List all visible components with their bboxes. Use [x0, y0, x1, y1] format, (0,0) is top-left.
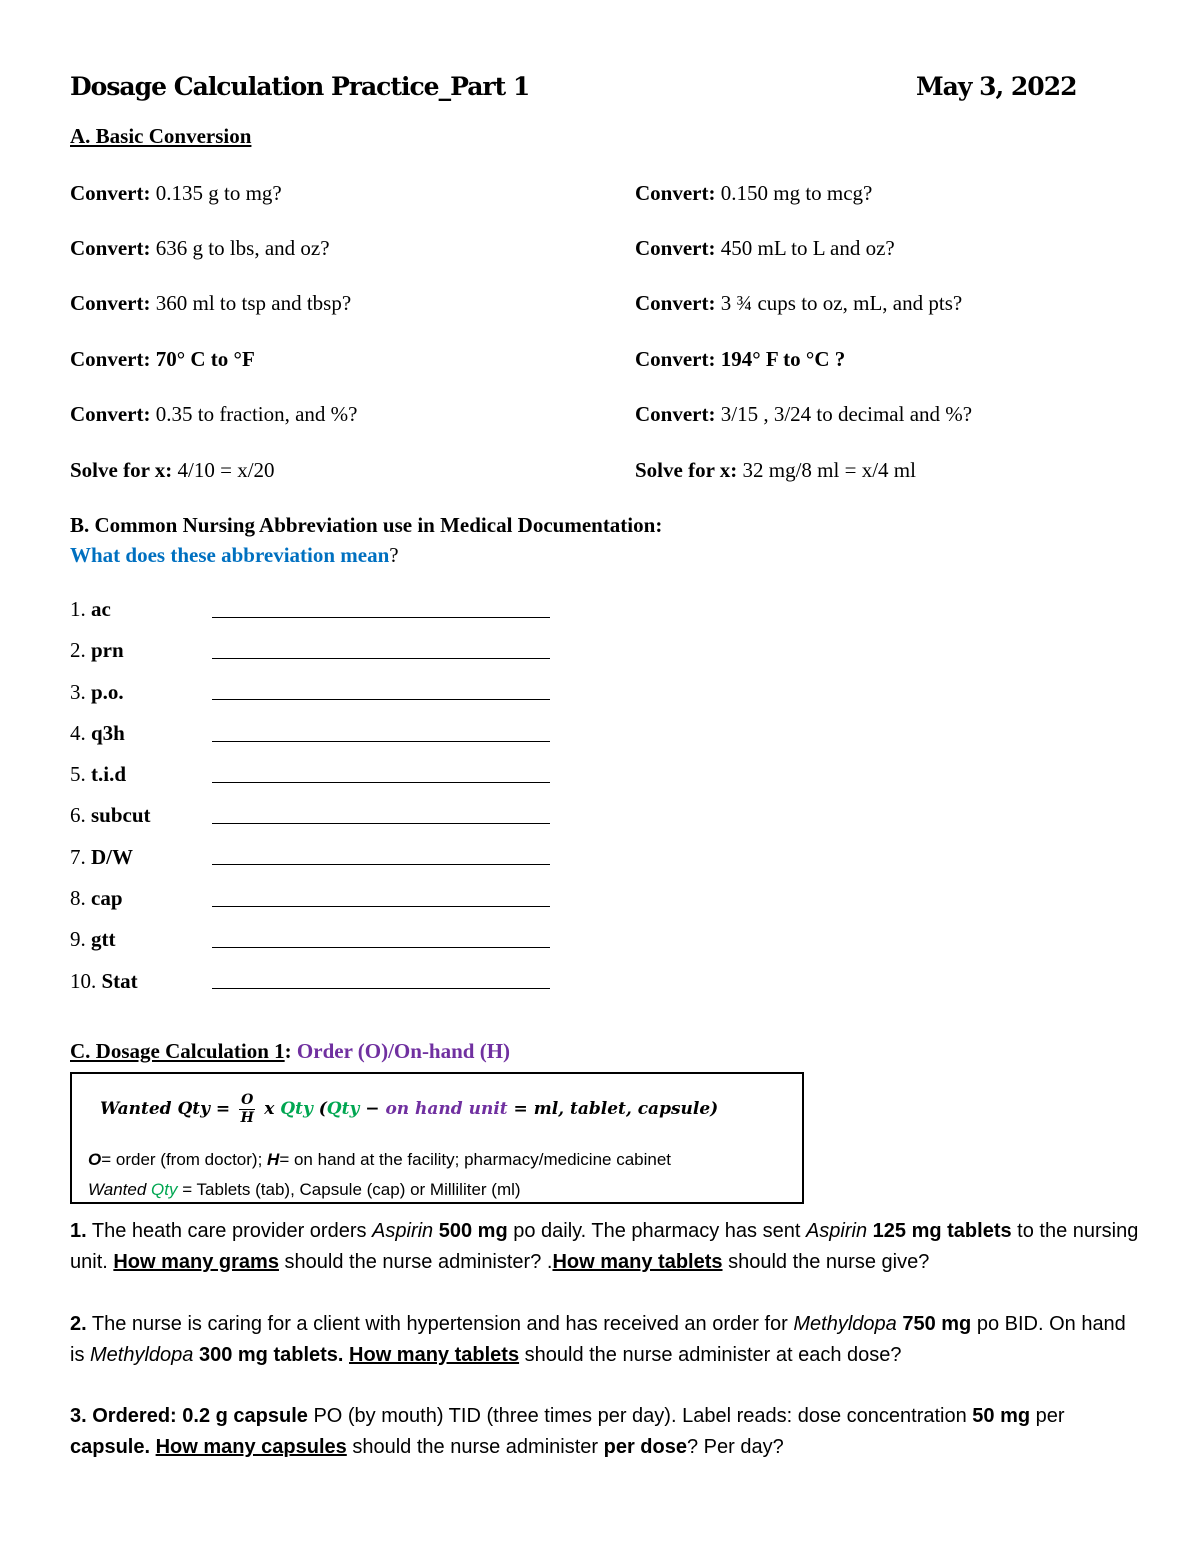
conversion-item: Convert: 70° C to °F [70, 347, 255, 371]
formula-definition-wanted: Wanted Qty = Tablets (tab), Capsule (cap) or Milliliter (ml) [88, 1180, 521, 1199]
answer-blank[interactable] [212, 782, 550, 783]
section-a-heading: A. Basic Conversion [70, 124, 252, 148]
answer-blank[interactable] [212, 617, 550, 618]
dosage-question-2: 2. The nurse is caring for a client with hypertension and has received an order for Methyldopa 750 mg po BID. On hand is Methyldopa 300 mg tablets. How many tablets should the nurse administer at each dose? [70, 1313, 1126, 1366]
answer-blank[interactable] [212, 947, 550, 948]
abbreviation-item: 10. Stat [70, 969, 138, 993]
abbreviation-item: 5. t.i.d [70, 762, 127, 786]
abbreviation-item: 9. gtt [70, 927, 116, 951]
answer-blank[interactable] [212, 823, 550, 824]
dosage-formula: Wanted Qty = $\frac{O}{H}$ x Qty (Qty − on hand unit = ml, tablet, capsule) [100, 1092, 719, 1126]
answer-blank[interactable] [212, 741, 550, 742]
document-title: Dosage Calculation Practice_Part 1 [70, 72, 530, 101]
conversion-item: Convert: 360 ml to tsp and tbsp? [70, 291, 352, 315]
formula-box [70, 1072, 804, 1204]
section-b-heading: B. Common Nursing Abbreviation use in Medical Documentation: [70, 513, 663, 537]
conversion-item: Convert: 450 mL to L and oz? [635, 236, 895, 260]
section-b-question: What does these abbreviation mean? [70, 543, 399, 567]
formula-definition-o-h: O= order (from doctor); H= on hand at the facility; pharmacy/medicine cabinet [88, 1150, 672, 1169]
abbreviation-item: 8. cap [70, 886, 123, 910]
formula-fraction: $\frac{O}{H}$ [240, 1092, 254, 1126]
dosage-question-3: 3. Ordered: 0.2 g capsule PO (by mouth) TID (three times per day). Label reads: dose concentration 50 mg per capsule. How many capsules should the nurse administer per dose? Per day? [70, 1405, 1065, 1458]
conversion-item: Convert: 0.150 mg to mcg? [635, 181, 873, 205]
abbreviation-item: 7. D/W [70, 845, 133, 869]
conversion-item: Convert: 636 g to lbs, and oz? [70, 236, 330, 260]
conversion-item: Convert: 194° F to °C ? [635, 347, 846, 371]
abbreviation-item: 3. p.o. [70, 680, 124, 704]
solve-item: Solve for x: 4/10 = x/20 [70, 458, 275, 482]
solve-item: Solve for x: 32 mg/8 ml = x/4 ml [635, 458, 916, 482]
conversion-item: Convert: 3/15 , 3/24 to decimal and %? [635, 402, 973, 426]
conversion-item: Convert: 0.35 to fraction, and %? [70, 402, 358, 426]
abbreviation-item: 4. q3h [70, 721, 125, 745]
abbreviation-item: 1. ac [70, 597, 111, 621]
dosage-question-1: 1. The heath care provider orders Aspirin 500 mg po daily. The pharmacy has sent Aspirin 125 mg tablets to the nursing unit. How many grams should the nurse administer? .How many tablets should the nurse give? [70, 1220, 1139, 1273]
conversion-item: Convert: 0.135 g to mg? [70, 181, 282, 205]
abbreviation-item: 6. subcut [70, 803, 151, 827]
conversion-item: Convert: 3 ¾ cups to oz, mL, and pts? [635, 291, 963, 315]
abbreviation-item: 2. prn [70, 638, 124, 662]
answer-blank[interactable] [212, 658, 550, 659]
answer-blank[interactable] [212, 864, 550, 865]
answer-blank[interactable] [212, 906, 550, 907]
answer-blank[interactable] [212, 988, 550, 989]
answer-blank[interactable] [212, 699, 550, 700]
section-c-heading: C. Dosage Calculation 1: Order (O)/On-hand (H) [70, 1039, 511, 1063]
document-date: May 3, 2022 [916, 72, 1077, 101]
